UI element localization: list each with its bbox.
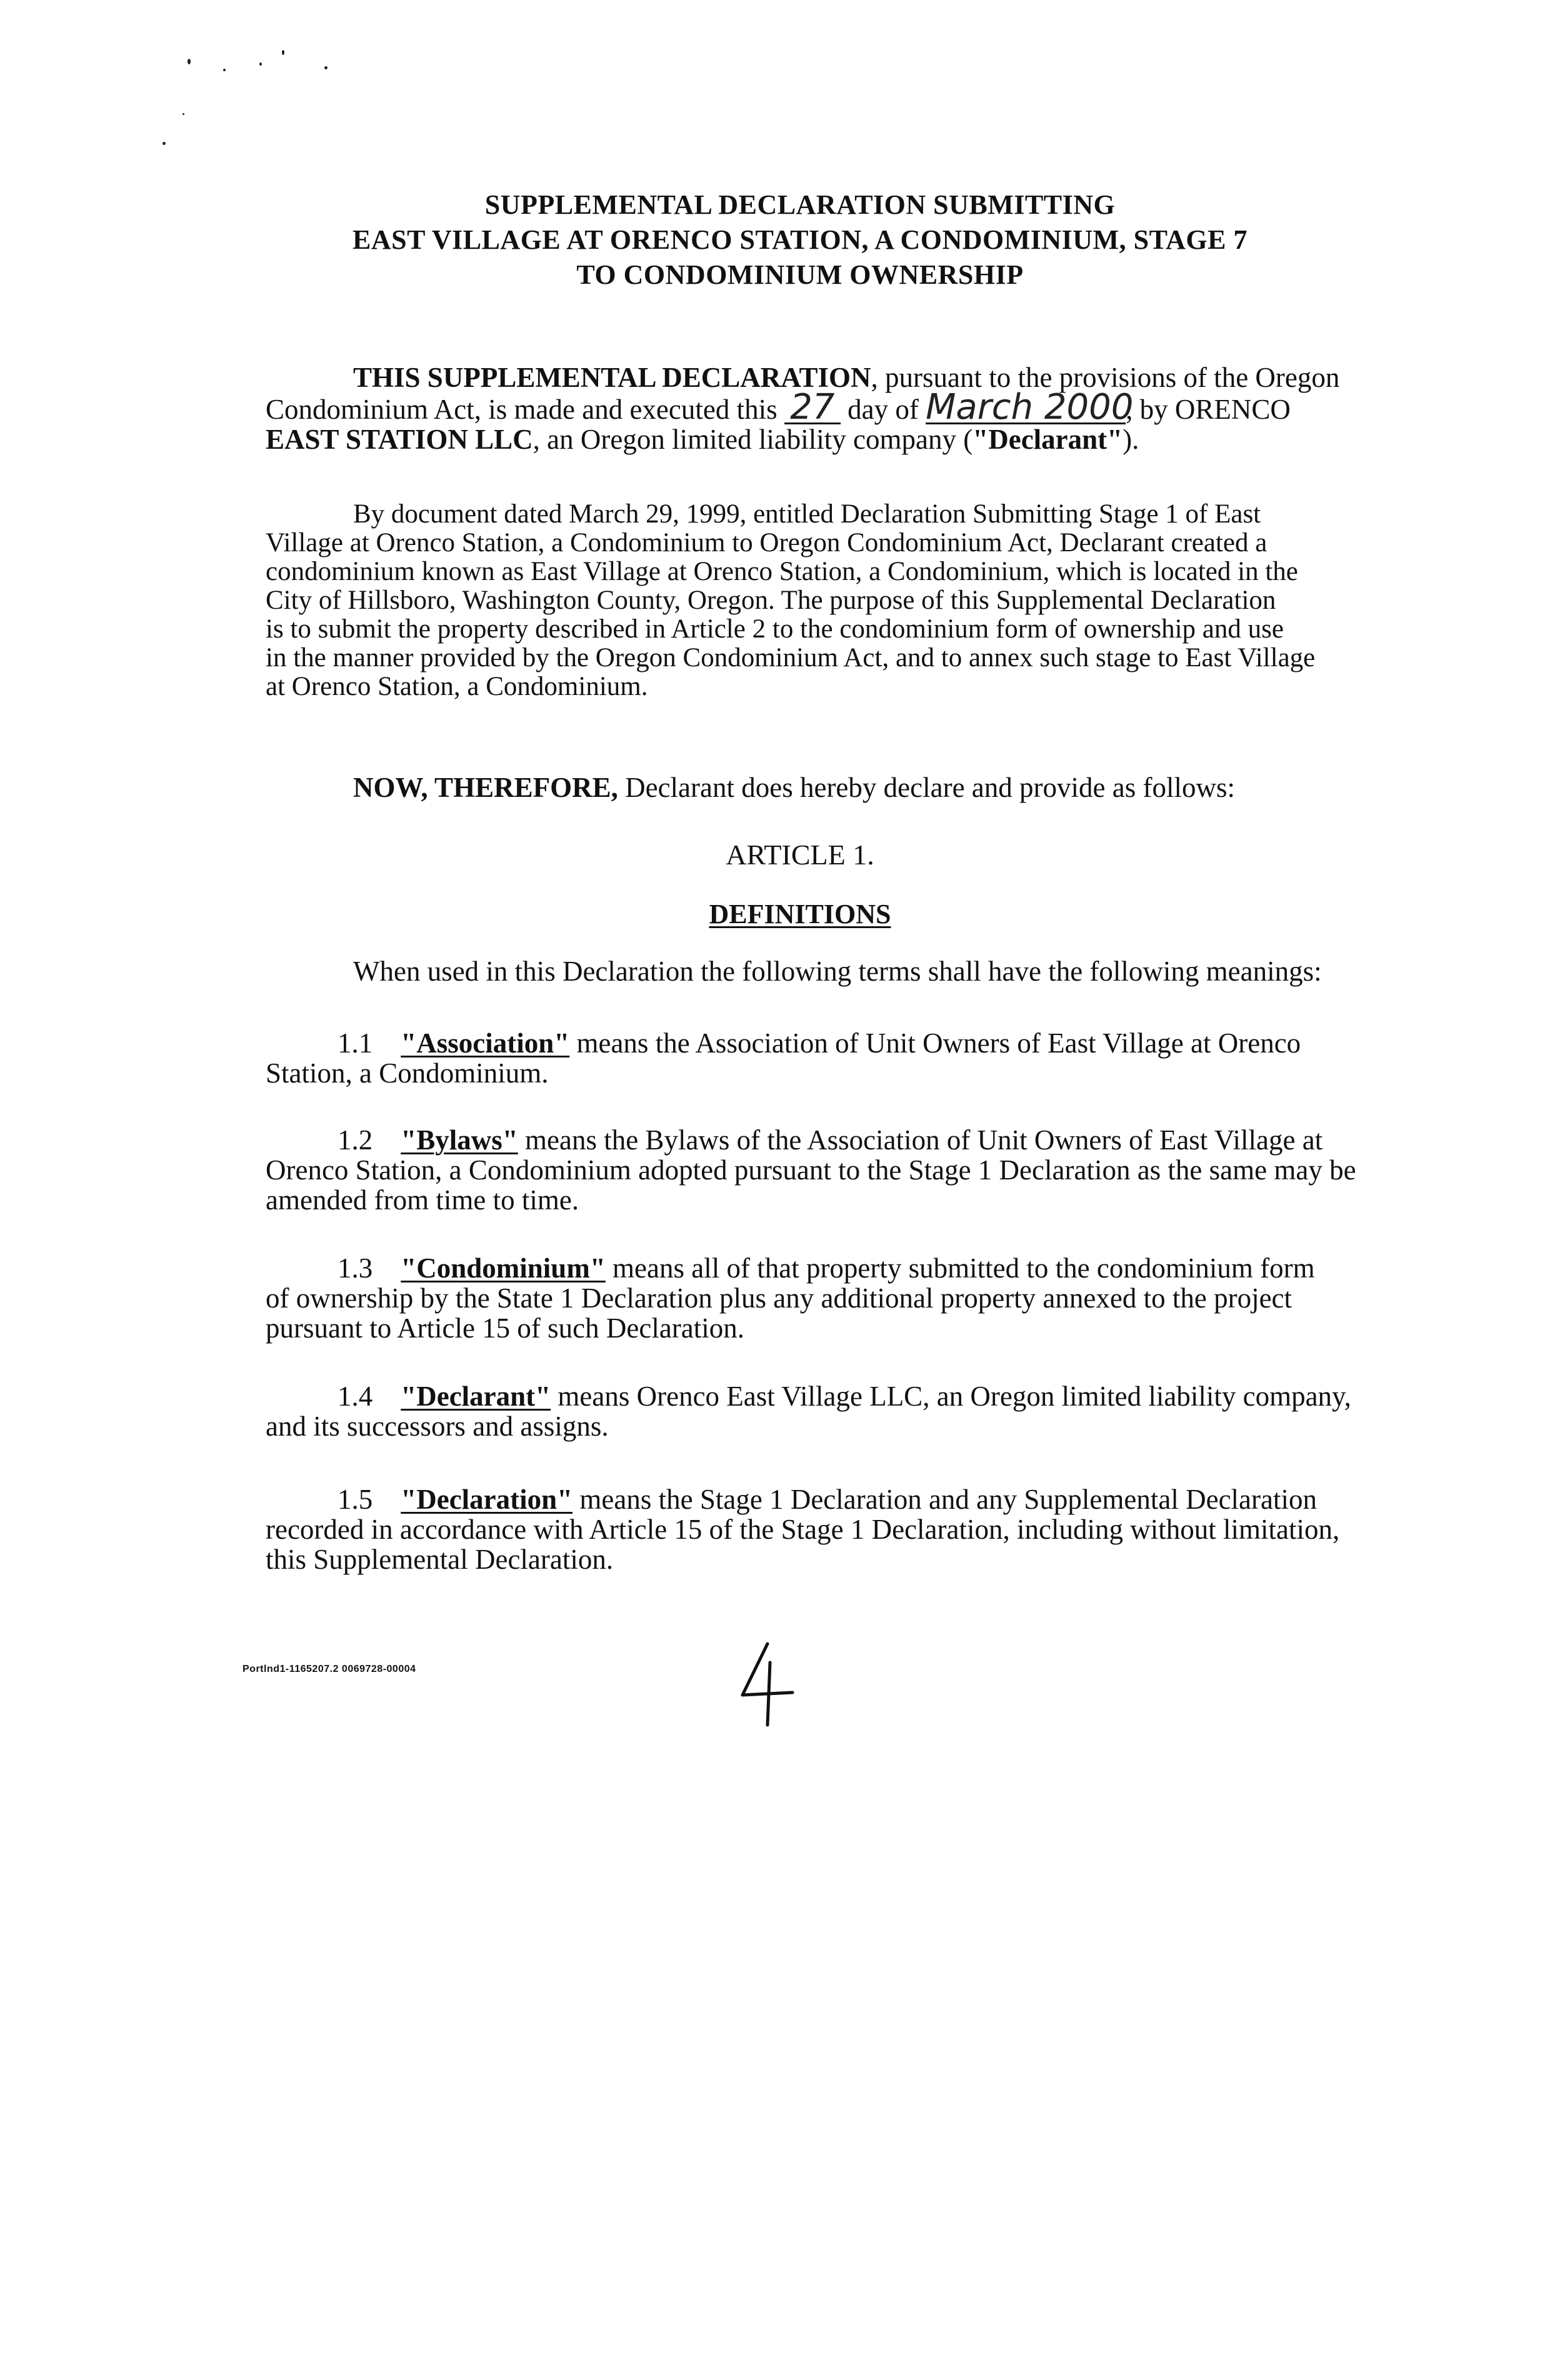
title-line: TO CONDOMINIUM OWNERSHIP: [576, 259, 1024, 290]
now-therefore-lead: NOW, THEREFORE,: [353, 772, 618, 803]
intro-text: , by ORENCO: [1126, 394, 1291, 425]
scan-speck: [182, 113, 184, 115]
paragraph-line: Village at Orenco Station, a Condominium to Oregon Condominium Act, Declarant created a: [266, 528, 1268, 558]
definition-number: 1.1: [338, 1028, 373, 1059]
document-footer-code: Portlnd1-1165207.2 0069728-00004: [242, 1664, 416, 1674]
definition-term: "Association": [401, 1028, 570, 1059]
paragraph-line: at Orenco Station, a Condominium.: [266, 672, 648, 701]
intro-text: , an Oregon limited liability company (: [532, 424, 973, 455]
definition-text: of ownership by the State 1 Declaration plus any additional property annexed to the project: [266, 1282, 1292, 1314]
definition-item: [266, 1125, 1366, 1215]
intro-company: EAST STATION LLC: [266, 424, 533, 455]
definition-number: 1.4: [338, 1381, 373, 1412]
definition-text: and its successors and assigns.: [266, 1411, 609, 1442]
definition-term: "Bylaws": [401, 1124, 518, 1156]
definition-term: "Condominium": [401, 1252, 606, 1284]
definition-text: means all of that property submitted to the condominium form: [605, 1252, 1315, 1284]
definition-text: means Orenco East Village LLC, an Oregon limited liability company,: [551, 1381, 1351, 1412]
handwritten-page-number: [731, 1638, 806, 1731]
intro-declarant: "Declarant": [972, 424, 1123, 455]
definition-text: Orenco Station, a Condominium adopted pursuant to the Stage 1 Declaration as the same may be: [266, 1154, 1356, 1186]
definition-number: 1.3: [338, 1252, 373, 1284]
paragraph-line: in the manner provided by the Oregon Condominium Act, and to annex such stage to East Village: [266, 643, 1316, 672]
paragraph-line: City of Hillsboro, Washington County, Oregon. The purpose of this Supplemental Declaration: [266, 586, 1276, 615]
definition-number: 1.5: [338, 1484, 373, 1515]
scan-speck: [259, 62, 262, 66]
background-paragraph: [266, 500, 1366, 701]
paragraph-line: is to submit the property described in Article 2 to the condominium form of ownership and use: [266, 614, 1284, 644]
scan-speck: [282, 50, 284, 55]
intro-text: Condominium Act, is made and executed this: [266, 394, 778, 425]
definition-item: [266, 1253, 1366, 1343]
definition-text: recorded in accordance with Article 15 of the Stage 1 Declaration, including without limitation,: [266, 1514, 1340, 1545]
scan-speck: [162, 142, 166, 145]
intro-lead: THIS SUPPLEMENTAL DECLARATION: [353, 362, 871, 393]
definition-text: amended from time to time.: [266, 1184, 579, 1216]
scan-speck: [223, 69, 226, 71]
definition-text: this Supplemental Declaration.: [266, 1544, 614, 1575]
intro-text: ).: [1122, 424, 1139, 455]
paragraph-line: By document dated March 29, 1999, entitled Declaration Submitting Stage 1 of East: [353, 499, 1261, 529]
definition-text: means the Stage 1 Declaration and any Supplemental Declaration: [572, 1484, 1317, 1515]
definition-term: "Declaration": [401, 1484, 573, 1515]
handwritten-day: 27: [784, 392, 841, 424]
intro-text: day of: [848, 394, 919, 425]
definition-text: means the Association of Unit Owners of East Village at Orenco: [569, 1028, 1301, 1059]
title-line: SUPPLEMENTAL DECLARATION SUBMITTING: [484, 189, 1116, 220]
now-therefore-text: Declarant does hereby declare and provide as follows:: [618, 772, 1235, 803]
handwritten-date: March 2000: [926, 387, 1134, 428]
paragraph-line: condominium known as East Village at Orenco Station, a Condominium, which is located in the: [266, 557, 1298, 586]
definition-text: means the Bylaws of the Association of Unit Owners of East Village at: [518, 1124, 1323, 1156]
definitions-intro-text: When used in this Declaration the following terms shall have the following meanings:: [353, 956, 1322, 987]
intro-text: , pursuant to the provisions of the Oregon: [871, 362, 1340, 393]
article-heading: ARTICLE 1.: [726, 839, 874, 871]
definition-item: [266, 1381, 1366, 1441]
now-therefore-line: [353, 772, 1353, 802]
scan-speck: [188, 59, 191, 64]
definition-item: [266, 1484, 1366, 1574]
intro-paragraph: [266, 362, 1366, 454]
definition-text: Station, a Condominium.: [266, 1058, 549, 1089]
title-line: EAST VILLAGE AT ORENCO STATION, A CONDOMINIUM, STAGE 7: [352, 224, 1248, 255]
definition-number: 1.2: [338, 1124, 373, 1156]
article-subheading: DEFINITIONS: [709, 899, 891, 929]
definition-term: "Declarant": [401, 1381, 551, 1412]
definitions-intro: [353, 956, 1353, 986]
scan-speck: [324, 66, 328, 69]
definition-text: pursuant to Article 15 of such Declaration.: [266, 1312, 745, 1344]
document-title: [238, 188, 1362, 292]
definition-item: [266, 1028, 1366, 1088]
